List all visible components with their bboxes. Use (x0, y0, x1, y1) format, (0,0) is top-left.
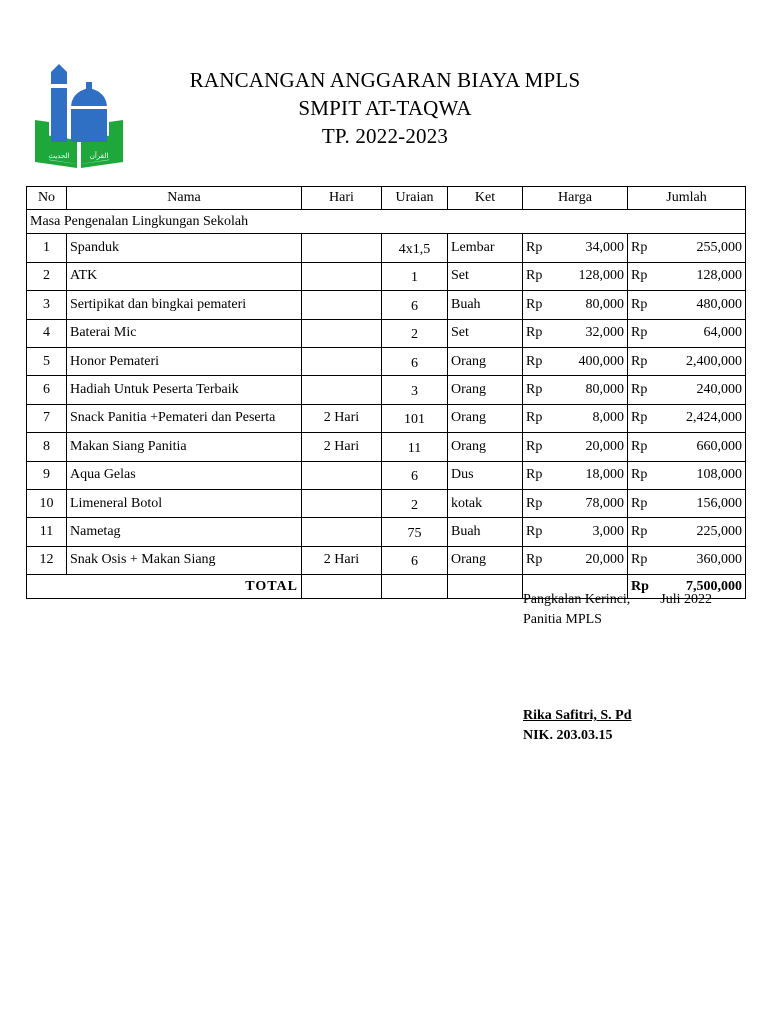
harga-currency: Rp (526, 382, 543, 398)
cell-hari (302, 489, 382, 517)
jumlah-currency: Rp (631, 523, 648, 539)
cell-no: 5 (27, 347, 67, 375)
table-row (27, 262, 746, 290)
cell-ket: Buah (448, 291, 523, 319)
cell-jumlah (628, 489, 746, 517)
cell-nama: Spanduk (67, 234, 302, 262)
cell-no: 12 (27, 546, 67, 574)
total-label: TOTAL (27, 575, 302, 599)
cell-jumlah (628, 347, 746, 375)
jumlah-currency: Rp (631, 353, 648, 369)
cell-harga (523, 234, 628, 262)
cell-uraian: 6 (382, 546, 448, 574)
table-row (27, 461, 746, 489)
cell-uraian: 6 (382, 461, 448, 489)
cell-hari (302, 376, 382, 404)
jumlah-value: 128,000 (696, 268, 742, 284)
cell-ket: Buah (448, 518, 523, 546)
cell-no: 9 (27, 461, 67, 489)
header-jumlah: Jumlah (628, 187, 746, 210)
header-no: No (27, 187, 67, 210)
header-harga: Harga (523, 187, 628, 210)
date-text: Juli 2022 (660, 592, 713, 607)
cell-no: 7 (27, 404, 67, 432)
cell-ket: kotak (448, 489, 523, 517)
table-row (27, 319, 746, 347)
cell-no: 1 (27, 234, 67, 262)
harga-currency: Rp (526, 467, 543, 483)
cell-nama: Snack Panitia +Pemateri dan Peserta (67, 404, 302, 432)
jumlah-value: 156,000 (696, 495, 742, 511)
cell-nama: Nametag (67, 518, 302, 546)
harga-currency: Rp (526, 296, 543, 312)
cell-uraian: 11 (382, 433, 448, 461)
jumlah-value: 255,000 (696, 240, 742, 256)
cell-harga (523, 404, 628, 432)
cell-hari: 2 Hari (302, 546, 382, 574)
harga-value: 78,000 (585, 495, 624, 511)
cell-jumlah (628, 518, 746, 546)
cell-hari (302, 461, 382, 489)
harga-value: 400,000 (578, 353, 624, 369)
header-nama: Nama (67, 187, 302, 210)
table-row (27, 546, 746, 574)
signer-block (523, 706, 632, 746)
table-row (27, 489, 746, 517)
cell-harga (523, 546, 628, 574)
total-value: 7,500,000 (686, 578, 742, 594)
jumlah-currency: Rp (631, 325, 648, 341)
cell-ket: Orang (448, 347, 523, 375)
cell-ket: Orang (448, 376, 523, 404)
harga-value: 3,000 (592, 523, 624, 539)
jumlah-currency: Rp (631, 467, 648, 483)
jumlah-value: 360,000 (696, 552, 742, 568)
cell-jumlah (628, 319, 746, 347)
cell-nama: Makan Siang Panitia (67, 433, 302, 461)
cell-harga (523, 262, 628, 290)
cell-nama: ATK (67, 262, 302, 290)
harga-value: 80,000 (585, 382, 624, 398)
document-title (140, 66, 630, 150)
cell-nama: Sertipikat dan bingkai pemateri (67, 291, 302, 319)
budget-table (26, 186, 746, 599)
cell-ket: Orang (448, 546, 523, 574)
harga-currency: Rp (526, 240, 543, 256)
jumlah-currency: Rp (631, 296, 648, 312)
cell-jumlah (628, 461, 746, 489)
harga-value: 8,000 (592, 410, 624, 426)
cell-nama: Snak Osis + Makan Siang (67, 546, 302, 574)
title-line-3: TP. 2022-2023 (321, 124, 449, 148)
cell-harga (523, 376, 628, 404)
signer-name: Rika Safitri, S. Pd (523, 708, 632, 723)
jumlah-value: 2,400,000 (686, 353, 742, 369)
cell-no: 10 (27, 489, 67, 517)
jumlah-currency: Rp (631, 240, 648, 256)
jumlah-currency: Rp (631, 268, 648, 284)
harga-currency: Rp (526, 438, 543, 454)
cell-uraian: 1 (382, 262, 448, 290)
cell-harga (523, 319, 628, 347)
title-line-1: RANCANGAN ANGGARAN BIAYA MPLS (189, 68, 581, 92)
cell-hari: 2 Hari (302, 404, 382, 432)
cell-ket: Lembar (448, 234, 523, 262)
jumlah-currency: Rp (631, 552, 648, 568)
cell-hari (302, 319, 382, 347)
cell-uraian: 2 (382, 489, 448, 517)
cell-jumlah (628, 234, 746, 262)
cell-harga (523, 489, 628, 517)
section-title: Masa Pengenalan Lingkungan Sekolah (27, 210, 746, 234)
jumlah-currency: Rp (631, 410, 648, 426)
table-row (27, 347, 746, 375)
table-row (27, 291, 746, 319)
cell-harga (523, 291, 628, 319)
cell-harga (523, 518, 628, 546)
cell-jumlah (628, 433, 746, 461)
harga-value: 34,000 (585, 240, 624, 256)
cell-jumlah (628, 376, 746, 404)
harga-value: 18,000 (585, 467, 624, 483)
cell-harga (523, 461, 628, 489)
cell-harga (523, 347, 628, 375)
header-ket: Ket (448, 187, 523, 210)
cell-hari (302, 291, 382, 319)
cell-uraian: 2 (382, 319, 448, 347)
harga-currency: Rp (526, 268, 543, 284)
harga-currency: Rp (526, 410, 543, 426)
jumlah-value: 2,424,000 (686, 410, 742, 426)
total-currency: Rp (631, 578, 649, 594)
cell-uraian: 75 (382, 518, 448, 546)
cell-no: 3 (27, 291, 67, 319)
cell-hari (302, 234, 382, 262)
signer-nik: NIK. 203.03.15 (523, 728, 613, 743)
signature-place-date (523, 590, 712, 630)
jumlah-value: 660,000 (696, 438, 742, 454)
mosque-book-logo-icon (33, 64, 125, 168)
cell-harga (523, 433, 628, 461)
cell-jumlah (628, 546, 746, 574)
cell-nama: Baterai Mic (67, 319, 302, 347)
cell-uraian: 3 (382, 376, 448, 404)
table-row (27, 376, 746, 404)
jumlah-currency: Rp (631, 495, 648, 511)
cell-hari (302, 262, 382, 290)
cell-nama: Hadiah Untuk Peserta Terbaik (67, 376, 302, 404)
harga-value: 32,000 (585, 325, 624, 341)
harga-currency: Rp (526, 325, 543, 341)
jumlah-value: 240,000 (696, 382, 742, 398)
school-logo (33, 64, 125, 168)
cell-nama: Limeneral Botol (67, 489, 302, 517)
harga-currency: Rp (526, 523, 543, 539)
cell-ket: Dus (448, 461, 523, 489)
section-row (27, 210, 746, 234)
table-header-row (27, 187, 746, 210)
cell-uraian: 6 (382, 291, 448, 319)
table-row (27, 234, 746, 262)
jumlah-currency: Rp (631, 382, 648, 398)
harga-currency: Rp (526, 353, 543, 369)
cell-no: 4 (27, 319, 67, 347)
cell-jumlah (628, 262, 746, 290)
harga-currency: Rp (526, 552, 543, 568)
cell-nama: Aqua Gelas (67, 461, 302, 489)
cell-ket: Set (448, 262, 523, 290)
cell-jumlah (628, 291, 746, 319)
cell-no: 2 (27, 262, 67, 290)
logo-text-left: الحديث (48, 152, 70, 160)
place-text: Pangkalan Kerinci, (523, 592, 631, 607)
jumlah-currency: Rp (631, 438, 648, 454)
cell-no: 6 (27, 376, 67, 404)
harga-value: 20,000 (585, 552, 624, 568)
cell-ket: Orang (448, 433, 523, 461)
table-row (27, 518, 746, 546)
cell-nama: Honor Pemateri (67, 347, 302, 375)
cell-uraian: 101 (382, 404, 448, 432)
cell-ket: Orang (448, 404, 523, 432)
cell-hari: 2 Hari (302, 433, 382, 461)
harga-value: 20,000 (585, 438, 624, 454)
cell-no: 8 (27, 433, 67, 461)
role-text: Panitia MPLS (523, 612, 602, 627)
cell-hari (302, 518, 382, 546)
cell-no: 11 (27, 518, 67, 546)
harga-currency: Rp (526, 495, 543, 511)
harga-value: 80,000 (585, 296, 624, 312)
jumlah-value: 225,000 (696, 523, 742, 539)
jumlah-value: 108,000 (696, 467, 742, 483)
table-row (27, 404, 746, 432)
jumlah-value: 64,000 (703, 325, 742, 341)
cell-hari (302, 347, 382, 375)
logo-text-right: القرآن (89, 152, 109, 160)
jumlah-value: 480,000 (696, 296, 742, 312)
cell-uraian: 6 (382, 347, 448, 375)
header-hari: Hari (302, 187, 382, 210)
cell-ket: Set (448, 319, 523, 347)
header-uraian: Uraian (382, 187, 448, 210)
title-line-2: SMPIT AT-TAQWA (298, 96, 472, 120)
cell-uraian: 4x1,5 (382, 234, 448, 262)
harga-value: 128,000 (578, 268, 624, 284)
table-row (27, 433, 746, 461)
cell-jumlah (628, 404, 746, 432)
